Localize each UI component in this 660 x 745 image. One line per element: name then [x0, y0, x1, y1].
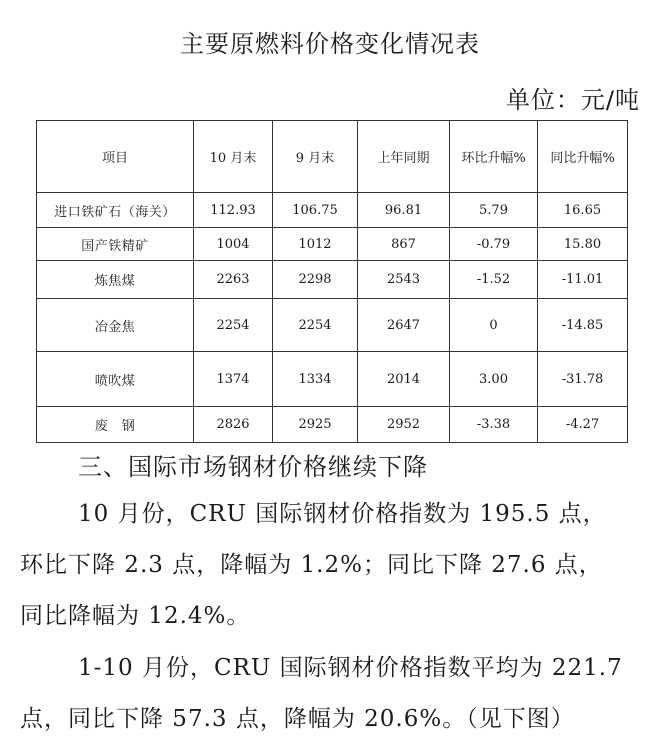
header-mom-change: 环比升幅% — [450, 121, 538, 193]
paragraph-cru-october — [20, 489, 642, 642]
cell-yoy-change: -11.01 — [538, 261, 628, 299]
cell-oct-end: 1004 — [194, 228, 273, 261]
header-sep-end: 9 月末 — [273, 121, 358, 193]
cell-mom-change: -3.38 — [450, 407, 538, 443]
row-item: 冶金焦 — [37, 299, 194, 352]
cell-mom-change: -0.79 — [450, 228, 538, 261]
table-row — [37, 228, 628, 261]
paragraph-line: 同比降幅为 12.4%。 — [20, 603, 251, 629]
table-row — [37, 193, 628, 228]
cell-yoy-change: -4.27 — [538, 407, 628, 443]
row-item: 喷吹煤 — [37, 352, 194, 407]
cell-last-year: 2952 — [358, 407, 450, 443]
cell-oct-end: 2254 — [194, 299, 273, 352]
table-row — [37, 299, 628, 352]
cell-sep-end: 1012 — [273, 228, 358, 261]
cell-last-year: 96.81 — [358, 193, 450, 228]
cell-sep-end: 1334 — [273, 352, 358, 407]
paragraph-line: 点，同比下降 57.3 点，降幅为 20.6%。（见下图） — [20, 706, 575, 732]
cell-last-year: 2543 — [358, 261, 450, 299]
header-last-year: 上年同期 — [358, 121, 450, 193]
section-heading: 三、国际市场钢材价格继续下降 — [78, 453, 428, 481]
paragraph-cru-ytd — [20, 643, 642, 745]
cell-oct-end: 2826 — [194, 407, 273, 443]
row-item: 废 钢 — [37, 407, 194, 443]
table-title: 主要原燃料价格变化情况表 — [180, 30, 480, 58]
cell-yoy-change: -31.78 — [538, 352, 628, 407]
cell-mom-change: 5.79 — [450, 193, 538, 228]
cell-mom-change: -1.52 — [450, 261, 538, 299]
paragraph-line: 10 月份，CRU 国际钢材价格指数为 195.5 点， — [78, 501, 607, 527]
price-table — [36, 120, 628, 443]
table-header-row — [37, 121, 628, 193]
cell-mom-change: 3.00 — [450, 352, 538, 407]
cell-yoy-change: 15.80 — [538, 228, 628, 261]
cell-oct-end: 2263 — [194, 261, 273, 299]
cell-yoy-change: -14.85 — [538, 299, 628, 352]
table-row — [37, 261, 628, 299]
cell-sep-end: 2298 — [273, 261, 358, 299]
row-item: 进口铁矿石（海关） — [37, 193, 194, 228]
header-item: 项目 — [37, 121, 194, 193]
cell-mom-change: 0 — [450, 299, 538, 352]
cell-sep-end: 106.75 — [273, 193, 358, 228]
cell-sep-end: 2925 — [273, 407, 358, 443]
row-item: 国产铁精矿 — [37, 228, 194, 261]
cell-last-year: 2647 — [358, 299, 450, 352]
cell-oct-end: 1374 — [194, 352, 273, 407]
header-oct-end: 10 月末 — [194, 121, 273, 193]
cell-yoy-change: 16.65 — [538, 193, 628, 228]
table-row — [37, 352, 628, 407]
table-row — [37, 407, 628, 443]
paragraph-line: 1-10 月份，CRU 国际钢材价格指数平均为 221.7 — [78, 655, 623, 681]
row-item: 炼焦煤 — [37, 261, 194, 299]
cell-oct-end: 112.93 — [194, 193, 273, 228]
cell-last-year: 2014 — [358, 352, 450, 407]
paragraph-line: 环比下降 2.3 点，降幅为 1.2%；同比下降 27.6 点， — [20, 552, 603, 578]
cell-last-year: 867 — [358, 228, 450, 261]
cell-sep-end: 2254 — [273, 299, 358, 352]
header-yoy-change: 同比升幅% — [538, 121, 628, 193]
unit-label: 单位：元/吨 — [505, 86, 640, 114]
